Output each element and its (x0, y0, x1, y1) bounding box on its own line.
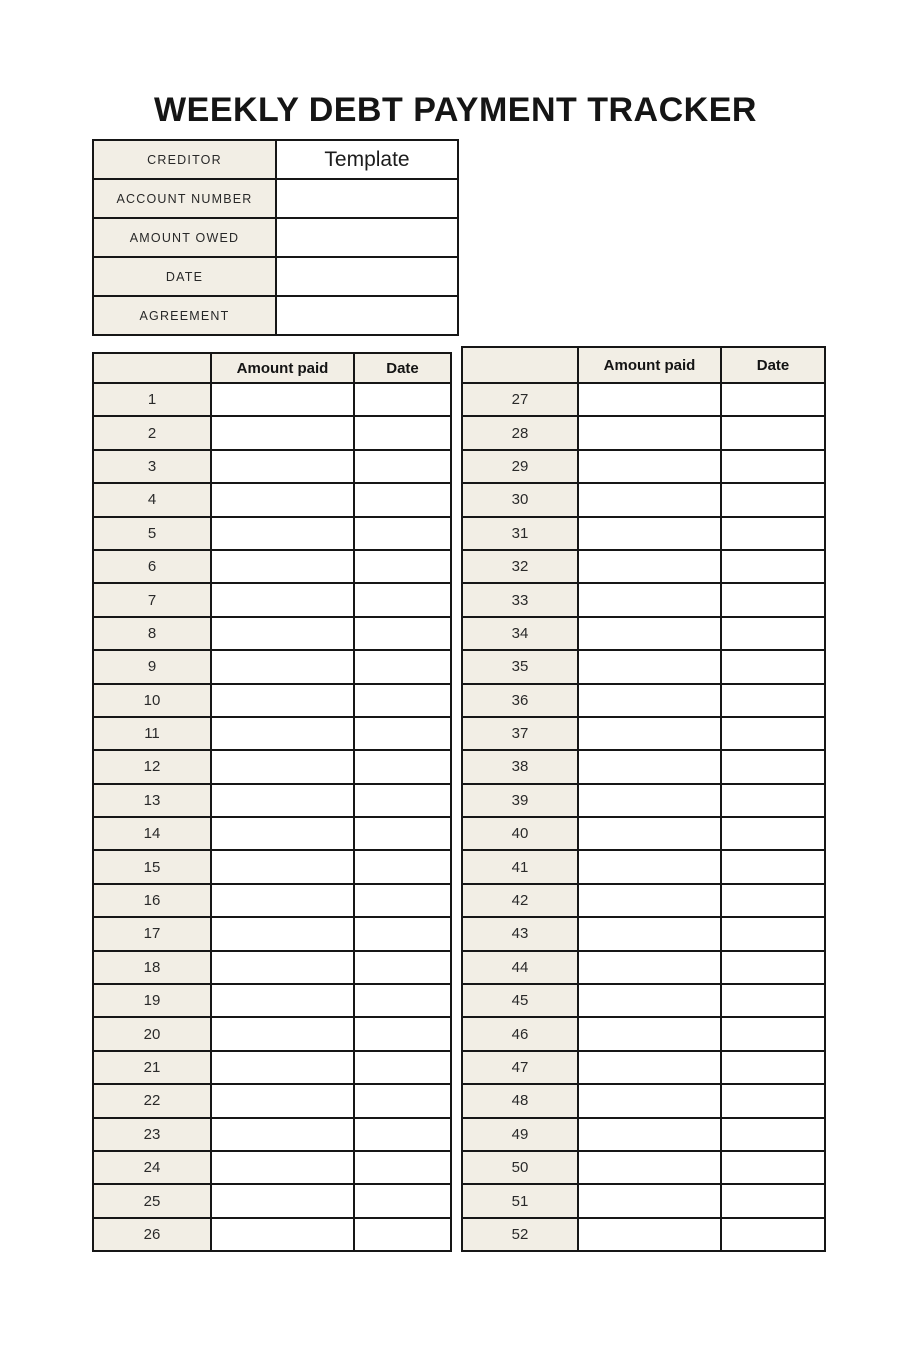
payment-tables-section (92, 346, 826, 1252)
creditor-info-table (92, 139, 459, 336)
amount-paid-cell[interactable] (578, 1118, 721, 1151)
creditor-info-body (93, 140, 458, 335)
amount-paid-cell[interactable] (578, 450, 721, 483)
payment-table-left-body (93, 383, 451, 1251)
week-number-cell: 32 (462, 550, 578, 583)
date-cell[interactable] (354, 850, 451, 883)
payment-row (93, 1118, 451, 1151)
week-number-cell: 50 (462, 1151, 578, 1184)
week-number-cell: 15 (93, 850, 211, 883)
payment-row (93, 550, 451, 583)
amount-paid-cell[interactable] (578, 1151, 721, 1184)
amount-paid-cell[interactable] (211, 850, 354, 883)
payment-row (462, 617, 825, 650)
amount-paid-cell[interactable] (211, 1118, 354, 1151)
info-label: ACCOUNT NUMBER (93, 179, 276, 218)
week-number-cell: 25 (93, 1184, 211, 1217)
date-cell[interactable] (354, 483, 451, 516)
week-number-cell: 47 (462, 1051, 578, 1084)
week-number-cell: 52 (462, 1218, 578, 1251)
amount-paid-cell[interactable] (211, 984, 354, 1017)
date-cell[interactable] (354, 517, 451, 550)
week-number-cell: 20 (93, 1017, 211, 1050)
payment-row (93, 1017, 451, 1050)
week-number-cell: 14 (93, 817, 211, 850)
date-cell[interactable] (354, 717, 451, 750)
amount-paid-cell[interactable] (578, 583, 721, 616)
date-cell[interactable] (354, 917, 451, 950)
payment-row (462, 850, 825, 883)
date-cell[interactable] (354, 1218, 451, 1251)
info-label: AGREEMENT (93, 296, 276, 335)
info-row (93, 218, 458, 257)
week-number-cell: 12 (93, 750, 211, 783)
date-cell[interactable] (721, 583, 825, 616)
date-cell[interactable] (354, 750, 451, 783)
amount-paid-cell[interactable] (211, 450, 354, 483)
payment-row (93, 951, 451, 984)
amount-paid-cell[interactable] (578, 850, 721, 883)
week-number-cell: 44 (462, 951, 578, 984)
date-cell[interactable] (721, 884, 825, 917)
date-cell[interactable] (354, 650, 451, 683)
amount-paid-cell[interactable] (578, 650, 721, 683)
payment-row (93, 750, 451, 783)
payment-row (93, 1184, 451, 1217)
amount-paid-cell[interactable] (211, 517, 354, 550)
date-cell[interactable] (721, 1184, 825, 1217)
payment-row (93, 1151, 451, 1184)
week-number-cell: 28 (462, 416, 578, 449)
amount-paid-cell[interactable] (211, 917, 354, 950)
payment-row (93, 917, 451, 950)
date-cell[interactable] (354, 583, 451, 616)
payment-row (462, 1218, 825, 1251)
amount-paid-cell[interactable] (211, 1017, 354, 1050)
payment-row (462, 717, 825, 750)
date-cell[interactable] (721, 951, 825, 984)
amount-paid-cell[interactable] (578, 1184, 721, 1217)
payment-row (462, 917, 825, 950)
date-cell[interactable] (354, 684, 451, 717)
week-number-cell: 40 (462, 817, 578, 850)
date-cell[interactable] (721, 1151, 825, 1184)
amount-paid-cell[interactable] (578, 717, 721, 750)
amount-paid-cell[interactable] (578, 1017, 721, 1050)
amount-paid-cell[interactable] (578, 1218, 721, 1251)
amount-paid-cell[interactable] (578, 550, 721, 583)
payment-row (462, 1084, 825, 1117)
amount-paid-cell[interactable] (578, 416, 721, 449)
amount-paid-cell[interactable] (211, 817, 354, 850)
week-number-cell: 34 (462, 617, 578, 650)
payment-row (462, 517, 825, 550)
amount-paid-cell[interactable] (211, 750, 354, 783)
date-column-header: Date (721, 347, 825, 383)
payment-row (93, 617, 451, 650)
date-cell[interactable] (721, 784, 825, 817)
payment-table-left-header (93, 353, 451, 383)
payment-row (462, 583, 825, 616)
date-cell[interactable] (354, 1151, 451, 1184)
payment-row (93, 784, 451, 817)
payment-row (462, 784, 825, 817)
amount-paid-column-header: Amount paid (211, 353, 354, 383)
date-cell[interactable] (721, 817, 825, 850)
date-cell[interactable] (721, 684, 825, 717)
amount-paid-cell[interactable] (578, 784, 721, 817)
date-cell[interactable] (354, 450, 451, 483)
week-number-cell: 13 (93, 784, 211, 817)
date-cell[interactable] (354, 951, 451, 984)
payment-row (93, 517, 451, 550)
payment-row (462, 650, 825, 683)
week-number-cell: 35 (462, 650, 578, 683)
date-cell[interactable] (354, 383, 451, 416)
date-cell[interactable] (721, 450, 825, 483)
amount-paid-cell[interactable] (211, 617, 354, 650)
info-row (93, 140, 458, 179)
info-value-field[interactable] (276, 179, 458, 218)
week-number-cell: 33 (462, 583, 578, 616)
payment-table-right-body (462, 383, 825, 1251)
page-title: WEEKLY DEBT PAYMENT TRACKER (154, 91, 757, 129)
payment-row (93, 1051, 451, 1084)
info-label: DATE (93, 257, 276, 296)
amount-paid-cell[interactable] (211, 1084, 354, 1117)
week-number-cell: 36 (462, 684, 578, 717)
amount-paid-cell[interactable] (211, 650, 354, 683)
amount-paid-cell[interactable] (211, 383, 354, 416)
date-cell[interactable] (354, 1184, 451, 1217)
date-cell[interactable] (721, 1017, 825, 1050)
week-number-cell: 17 (93, 917, 211, 950)
week-number-cell: 8 (93, 617, 211, 650)
date-cell[interactable] (354, 784, 451, 817)
date-cell[interactable] (721, 550, 825, 583)
week-number-cell: 18 (93, 951, 211, 984)
week-number-cell: 24 (93, 1151, 211, 1184)
date-cell[interactable] (721, 750, 825, 783)
amount-paid-column-header: Amount paid (578, 347, 721, 383)
amount-paid-cell[interactable] (578, 917, 721, 950)
week-number-cell: 19 (93, 984, 211, 1017)
week-number-cell: 4 (93, 483, 211, 516)
payment-row (462, 416, 825, 449)
date-cell[interactable] (354, 617, 451, 650)
payment-row (93, 817, 451, 850)
payment-row (93, 650, 451, 683)
amount-paid-cell[interactable] (211, 416, 354, 449)
payment-row (93, 450, 451, 483)
info-row (93, 257, 458, 296)
payment-row (93, 1084, 451, 1117)
week-number-cell: 30 (462, 483, 578, 516)
amount-paid-cell[interactable] (211, 1151, 354, 1184)
week-number-cell: 7 (93, 583, 211, 616)
date-cell[interactable] (354, 884, 451, 917)
payment-row (462, 884, 825, 917)
week-number-cell: 42 (462, 884, 578, 917)
payment-row (462, 483, 825, 516)
date-cell[interactable] (721, 1218, 825, 1251)
week-number-cell: 49 (462, 1118, 578, 1151)
header-row (462, 347, 825, 383)
date-cell[interactable] (721, 717, 825, 750)
payment-table-right-header (462, 347, 825, 383)
week-number-cell: 48 (462, 1084, 578, 1117)
amount-paid-cell[interactable] (578, 1051, 721, 1084)
date-cell[interactable] (721, 383, 825, 416)
payment-row (462, 750, 825, 783)
amount-paid-cell[interactable] (578, 483, 721, 516)
week-number-cell: 6 (93, 550, 211, 583)
payment-row (462, 450, 825, 483)
info-label: CREDITOR (93, 140, 276, 179)
week-number-cell: 11 (93, 717, 211, 750)
amount-paid-cell[interactable] (211, 1184, 354, 1217)
date-cell[interactable] (354, 984, 451, 1017)
week-number-cell: 37 (462, 717, 578, 750)
week-number-cell: 10 (93, 684, 211, 717)
week-number-cell: 46 (462, 1017, 578, 1050)
week-number-cell: 1 (93, 383, 211, 416)
payment-row (93, 850, 451, 883)
date-cell[interactable] (721, 1084, 825, 1117)
date-cell[interactable] (721, 416, 825, 449)
info-value-field[interactable] (276, 296, 458, 335)
week-number-cell: 31 (462, 517, 578, 550)
date-cell[interactable] (721, 650, 825, 683)
week-number-cell: 22 (93, 1084, 211, 1117)
amount-paid-cell[interactable] (211, 483, 354, 516)
date-cell[interactable] (721, 617, 825, 650)
payment-row (462, 1017, 825, 1050)
payment-row (462, 684, 825, 717)
payment-row (462, 984, 825, 1017)
week-number-cell: 41 (462, 850, 578, 883)
payment-row (462, 817, 825, 850)
payment-row (93, 383, 451, 416)
date-cell[interactable] (721, 483, 825, 516)
date-cell[interactable] (721, 517, 825, 550)
amount-paid-cell[interactable] (578, 617, 721, 650)
header-row (93, 353, 451, 383)
payment-table-weeks-1-26 (92, 352, 452, 1252)
week-number-cell: 45 (462, 984, 578, 1017)
week-number-cell: 43 (462, 917, 578, 950)
amount-paid-cell[interactable] (211, 717, 354, 750)
payment-row (462, 383, 825, 416)
amount-paid-cell[interactable] (578, 1084, 721, 1117)
info-value-field[interactable] (276, 257, 458, 296)
amount-paid-cell[interactable] (578, 684, 721, 717)
payment-row (462, 951, 825, 984)
date-cell[interactable] (354, 550, 451, 583)
week-column-header (462, 347, 578, 383)
payment-row (93, 483, 451, 516)
amount-paid-cell[interactable] (578, 517, 721, 550)
payment-row (93, 884, 451, 917)
amount-paid-cell[interactable] (211, 550, 354, 583)
info-value-field[interactable]: Template (276, 140, 458, 179)
amount-paid-cell[interactable] (211, 583, 354, 616)
week-number-cell: 16 (93, 884, 211, 917)
info-value-field[interactable] (276, 218, 458, 257)
date-cell[interactable] (354, 1084, 451, 1117)
amount-paid-cell[interactable] (211, 784, 354, 817)
amount-paid-cell[interactable] (211, 884, 354, 917)
amount-paid-cell[interactable] (211, 1218, 354, 1251)
info-label: AMOUNT OWED (93, 218, 276, 257)
amount-paid-cell[interactable] (578, 884, 721, 917)
amount-paid-cell[interactable] (578, 817, 721, 850)
date-cell[interactable] (721, 984, 825, 1017)
amount-paid-cell[interactable] (211, 1051, 354, 1084)
payment-row (93, 684, 451, 717)
amount-paid-cell[interactable] (211, 951, 354, 984)
week-number-cell: 3 (93, 450, 211, 483)
week-number-cell: 26 (93, 1218, 211, 1251)
date-cell[interactable] (354, 817, 451, 850)
week-number-cell: 9 (93, 650, 211, 683)
payment-row (462, 1184, 825, 1217)
payment-row (462, 1118, 825, 1151)
week-number-cell: 27 (462, 383, 578, 416)
date-cell[interactable] (354, 1118, 451, 1151)
date-cell[interactable] (354, 416, 451, 449)
date-cell[interactable] (721, 850, 825, 883)
week-number-cell: 23 (93, 1118, 211, 1151)
payment-row (462, 1151, 825, 1184)
amount-paid-cell[interactable] (578, 951, 721, 984)
payment-row (93, 583, 451, 616)
date-column-header: Date (354, 353, 451, 383)
week-number-cell: 51 (462, 1184, 578, 1217)
payment-row (93, 717, 451, 750)
week-number-cell: 38 (462, 750, 578, 783)
info-row (93, 296, 458, 335)
amount-paid-cell[interactable] (578, 383, 721, 416)
amount-paid-cell[interactable] (578, 984, 721, 1017)
date-cell[interactable] (721, 917, 825, 950)
date-cell[interactable] (354, 1051, 451, 1084)
date-cell[interactable] (721, 1118, 825, 1151)
amount-paid-cell[interactable] (578, 750, 721, 783)
week-number-cell: 2 (93, 416, 211, 449)
amount-paid-cell[interactable] (211, 684, 354, 717)
payment-row (462, 1051, 825, 1084)
payment-row (462, 550, 825, 583)
week-number-cell: 39 (462, 784, 578, 817)
week-number-cell: 5 (93, 517, 211, 550)
payment-table-weeks-27-52 (461, 346, 826, 1252)
week-number-cell: 29 (462, 450, 578, 483)
week-number-cell: 21 (93, 1051, 211, 1084)
info-row (93, 179, 458, 218)
payment-row (93, 984, 451, 1017)
payment-row (93, 1218, 451, 1251)
week-column-header (93, 353, 211, 383)
date-cell[interactable] (721, 1051, 825, 1084)
date-cell[interactable] (354, 1017, 451, 1050)
payment-row (93, 416, 451, 449)
